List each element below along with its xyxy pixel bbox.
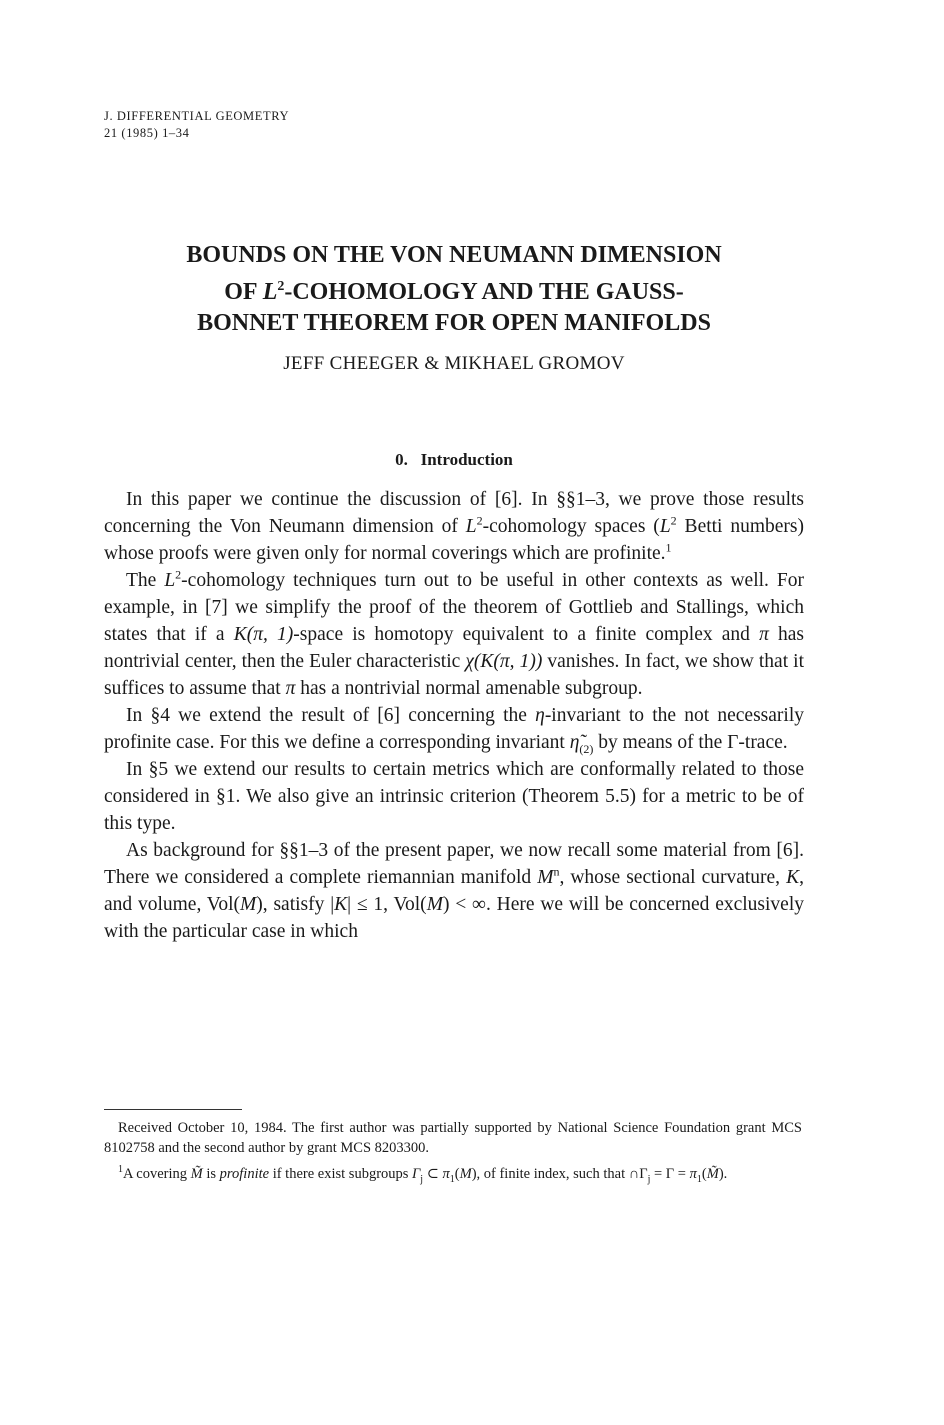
section-heading — [104, 450, 804, 470]
journal-name: J. DIFFERENTIAL GEOMETRY — [104, 109, 290, 123]
paragraph-1: In this paper we continue the discussion of [6]. In §§1–3, we prove those results concerning the Von Neumann dimension of $L^2$-cohomology spaces ($L^2$ Betti numbers) whose proofs were given only for normal coverings which are profinite.$^1$ — [104, 489, 805, 564]
footnote-divider — [104, 1109, 242, 1110]
section-title: Introduction — [420, 450, 513, 469]
journal-header — [104, 108, 289, 142]
footnotes — [104, 1118, 802, 1190]
footnote-1: $^1$A covering M̃ is profinite if there exist subgroups $\Gamma_j$ ⊂ $\pi_1(M)$, of finite index, such that $\cap\Gamma_j = \Gamma$ = $\pi_1(M̃)$. — [118, 1164, 728, 1185]
title-line-1: BOUNDS ON THE VON NEUMANN DIMENSION — [186, 242, 722, 268]
footnote-ref-1[interactable]: 1 — [665, 540, 672, 555]
paragraph-2: The $L^2$-cohomology techniques turn out to be useful in other contexts as well. For example, in [7] we simplify the proof of the theorem of Gottlieb and Stallings, which states that if a K(π, 1)-space is homotopy equivalent to a finite complex and π has nontrivial center, then the Euler characteristic χ(K(π, 1)) vanishes. In fact, we show that it suffices to assume that π has a nontrivial normal amenable subgroup. — [104, 567, 804, 699]
paragraph-3: In §4 we extend the result of [6] concerning the η-invariant to the not necessarily profinite case. For this we define a corresponding invariant $\etã_{(2)}$ by means of the Γ-trace. — [104, 705, 804, 756]
body-text — [104, 486, 804, 945]
paragraph-5: As background for §§1–3 of the present paper, we now recall some material from [6]. There we considered a complete riemannian manifold $M^n$, whose sectional curvature, K, and volume, Vol(M), satisfy |K| ≤ 1, Vol(M) < ∞. Here we will be concerned exclusively with the particular case in which — [104, 840, 805, 942]
received-note: Received October 10, 1984. The first author was partially supported by National Science Foundation grant MCS 8102758 and the second author by grant MCS 8203300. — [104, 1120, 802, 1156]
journal-volume: 21 (1985) 1–34 — [104, 126, 190, 140]
title-line-2: OF $L^2$-COHOMOLOGY AND THE GAUSS- — [224, 279, 684, 305]
paper-title — [104, 240, 804, 339]
title-line-3: BONNET THEOREM FOR OPEN MANIFOLDS — [197, 310, 711, 336]
section-number: 0. — [395, 450, 408, 469]
authors: JEFF CHEEGER & MIKHAEL GROMOV — [283, 353, 625, 374]
paragraph-4: In §5 we extend our results to certain metrics which are conformally related to those considered in §1. We also give an intrinsic criterion (Theorem 5.5) for a metric to be of this type. — [104, 759, 804, 834]
